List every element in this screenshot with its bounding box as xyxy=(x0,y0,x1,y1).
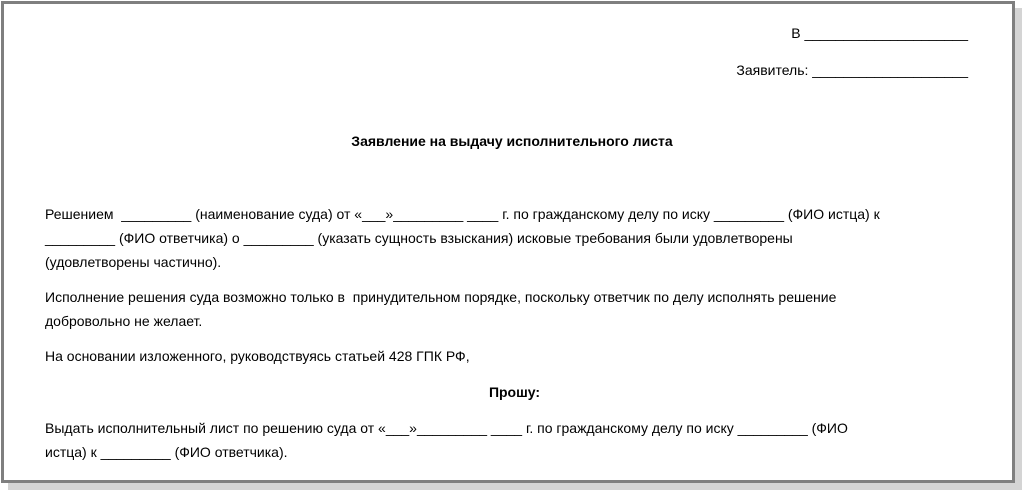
applicant-line: Заявитель: ____________________ xyxy=(736,62,968,78)
paragraph-request-line-2: истца) к _________ (ФИО ответчика). xyxy=(45,444,288,460)
paragraph-enforcement-line-2: добровольно не желает. xyxy=(45,313,203,329)
paragraph-enforcement-line-1: Исполнение решения суда возможно только в принудительном порядке, поскольку ответчик по делу исполнять решение xyxy=(45,289,837,305)
paragraph-legal-basis: На основании изложенного, руководствуясь статьей 428 ГПК РФ, xyxy=(45,348,470,364)
paragraph-request-line-1: Выдать исполнительный лист по решению суда от «___»_________ ____ г. по гражданскому делу по иску _________ (ФИО xyxy=(45,420,848,436)
document-frame xyxy=(1,1,1015,483)
plea-heading: Прошу: xyxy=(488,384,541,400)
document-title: Заявление на выдачу исполнительного листа xyxy=(351,133,673,149)
court-address-line: В _____________________ xyxy=(791,25,968,41)
paragraph-decision-line-1: Решением _________ (наименование суда) от «___»_________ ____ г. по гражданскому делу по иску _________ (ФИО истца) к xyxy=(45,206,880,222)
paragraph-decision-line-2: _________ (ФИО ответчика) о _________ (указать сущность взыскания) исковые требования были удовлетворены xyxy=(45,230,793,246)
paragraph-decision-line-3: (удовлетворены частично). xyxy=(45,254,222,270)
